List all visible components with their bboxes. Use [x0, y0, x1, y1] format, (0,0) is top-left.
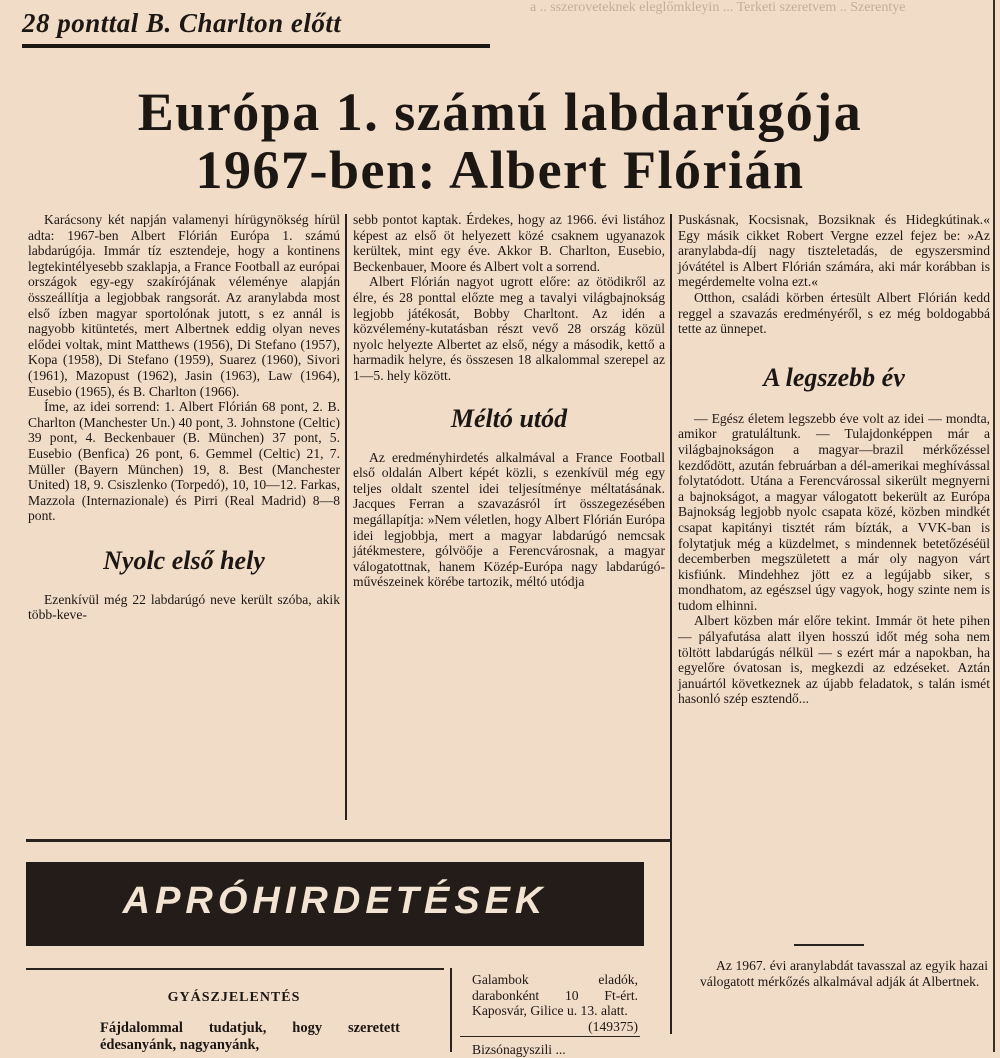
classifieds-divider: [26, 968, 444, 970]
classified-ad-code: (149375): [588, 1018, 638, 1034]
col2-paragraph: Az eredményhirdetés alkalmával a France Football első oldalán Albert képét közli, s ezenkívül még egy teljes oldalt szentel idei teljesítménye méltatásának. Jacques Ferran a szavazásról írt összegezésében megállapítja: »Nem véletlen, hogy Albert Flórián Európa idei legjobbja, mert a magyar labdarúgó nemcsak játékmestere, gólvöője a Ferencvárosnak, a magyar válogatottnak, hanem Közép-Európa nagy labdarúgó-művészeinek körébe tartozik, méltó utódja: [353, 449, 665, 590]
column-divider: [345, 214, 347, 820]
col3-paragraph: — Egész életem legszebb éve volt az idei — mondta, amikor gratuláltunk. — Tulajdonképpen már a világbajnokságon a magyar—brazil mérkőzéssel kezdődött, azután februárban a dél-amerikai meghívással folytatódott. Utána a Ferencvárossal sikerült megnyerni a bajnokságot, a magyar válogatott bekerült az Európa Bajnokság legjobb nyolc csapata közé, közben mindkét csapat kapitányi tisztét rám bízták, a VVK-ban is folytatjuk még a küzdelmet, s mindennek betetőzéséül decemberben megszületett a már oly nagyon várt kisfiúnk. Mindehhez jött ez a legújabb siker, s mondhatom, az egészsel úgy vagyok, hogy szinte nem is tudom elhinni.: [678, 410, 990, 613]
classifieds-column-divider: [450, 968, 452, 1052]
col1-paragraph: Íme, az idei sorrend: 1. Albert Flórián 68 pont, 2. B. Charlton (Manchester Un.) 40 pont, 3. Johnstone (Celtic) 39 pont, 4. Beckenbauer (B. München) 37 pont, 5. Eusebio (Benfica) 26 pont, 6. Gemmel (Celtic) 21, 7. Müller (Bayern München) 19, 8. Best (Manchester United) 18, 9. Csiszlenko (Torpedó), 10, 10—12. Farkas, Mazzola (Internazionale) és Pirri (Real Madrid) 8—8 pont.: [28, 399, 340, 524]
ad-divider: [460, 1036, 640, 1037]
death-notice-title: GYÁSZJELENTÉS: [167, 990, 301, 1005]
col2-paragraph: Albert Flórián nagyot ugrott előre: az ötödikről az élre, és 28 ponttal előzte meg a tavalyi világbajnokság legjobb játékosát, Bobby Charltont. Az idén a közvélemény-kutatásban részt vevő 28 ország közül nyolc helyezte Albertet az első, négy a második, kettő a harmadik helyre, és összesen 18 alkalommal szerepel az 1—5. hely között.: [353, 274, 665, 383]
kicker-underline: [22, 44, 490, 48]
death-notice-text: Fájdalommal tudatjuk, hogy szeretett édesanyánk, nagyanyánk,: [100, 1020, 400, 1053]
classified-ad-cutoff: Bizsónagyszili ...: [472, 1042, 566, 1057]
article-column-2: [353, 212, 665, 590]
classified-ad-pigeons: [472, 972, 638, 1034]
closing-paragraph: Az 1967. évi aranylabdát tavasszal az egyik hazai válogatott mérkőzés alkalmával adják át Albertnek.: [700, 958, 988, 989]
section-divider: [26, 839, 670, 842]
closing-note: [700, 958, 988, 989]
subhead-melto-utod: Méltó utód: [450, 403, 568, 433]
faint-bleed-through-text: a .. sszeroveteknek eleglőmkleyin ... Terketi szeretvem .. Szerentye: [530, 0, 906, 15]
column-divider: [670, 214, 672, 1034]
classifieds-banner-title: APRÓHIRDETÉSEK: [122, 880, 548, 922]
col1-paragraph: Karácsony két napján valamenyi hírügynökség hírül adta: 1967-ben Albert Flórián Európa 1. számú labdarúgója. Immár tíz esztendeje, hogy a kontinens legtekintélyesebb szaklapja, a France Football az európai országok egy-egy szakírójának véleménye alapján összeállítja a legjobbak rangsorát. Az aranylabda most első ízben magyar sportolónak jutott, s ez annál is nagyobb kitüntetés, mert Albertnek eddig olyan neves elődei voltak, mint Matthews (1956), Di Stefano (1957), Kopa (1958), Di Stefano (1959), Suarez (1960), Sivori (1961), Mazopust (1962), Jasin (1963), Law (1964), Eusebio (1965), és B. Charlton (1966).: [28, 212, 340, 399]
subhead-nyolc-elso-hely: Nyolc első hely: [103, 545, 265, 575]
col3-paragraph: Albert közben már előre tekint. Immár öt hete pihen — pályafutása alatt ilyen hosszú időt még soha nem töltött labdarúgás nélkül — s ezért már a napokban, ha egyelőre óvatosan is, megkezdi az edzéseket. Aztán januártól következnek az újabb feladatok, s talán ismét hasonló szép esztendő...: [678, 613, 990, 707]
subhead-a-legszebb-ev: A legszebb év: [763, 362, 905, 392]
col1-paragraph: Ezenkívül még 22 labdarúgó neve került szóba, akik több-keve-: [28, 591, 340, 623]
col3-paragraph: Puskásnak, Kocsisnak, Bozsiknak és Hidegkútinak.« Egy másik cikket Robert Vergne ezzel fejez be: »Az aranylabda-díj nagy tiszteletadás, de egyszersmind jóvátétel is Albert Flórián számára, aki már korábban is megérdemelte volna ezt.«: [678, 212, 990, 290]
kicker: 28 ponttal B. Charlton előtt: [22, 8, 342, 38]
col2-paragraph: sebb pontot kaptak. Érdekes, hogy az 1966. évi listához képest az első öt helyezett közé csaknem ugyanazok kerültek, mint egy éve. Akkor B. Charlton, Eusebio, Beckenbauer, Moore és Albert volt a sorrend.: [353, 212, 665, 274]
article-column-3: [678, 212, 990, 707]
page-edge-rule: [993, 0, 995, 1052]
classified-ad-text: Galambok eladók, darabonként 10 Ft-ért. Kaposvár, Gilice u. 13. alatt.: [472, 972, 638, 1019]
article-column-1: [28, 212, 340, 623]
col3-paragraph: Otthon, családi körben értesült Albert Flórián kedd reggel a szavazás eredményéről, s ez még boldogabbá tette az ünnepet.: [678, 289, 990, 337]
closing-divider: [794, 944, 864, 946]
headline-line-1: Európa 1. számú labdarúgója: [137, 82, 863, 142]
headline-line-2: 1967-ben: Albert Flórián: [195, 140, 805, 200]
